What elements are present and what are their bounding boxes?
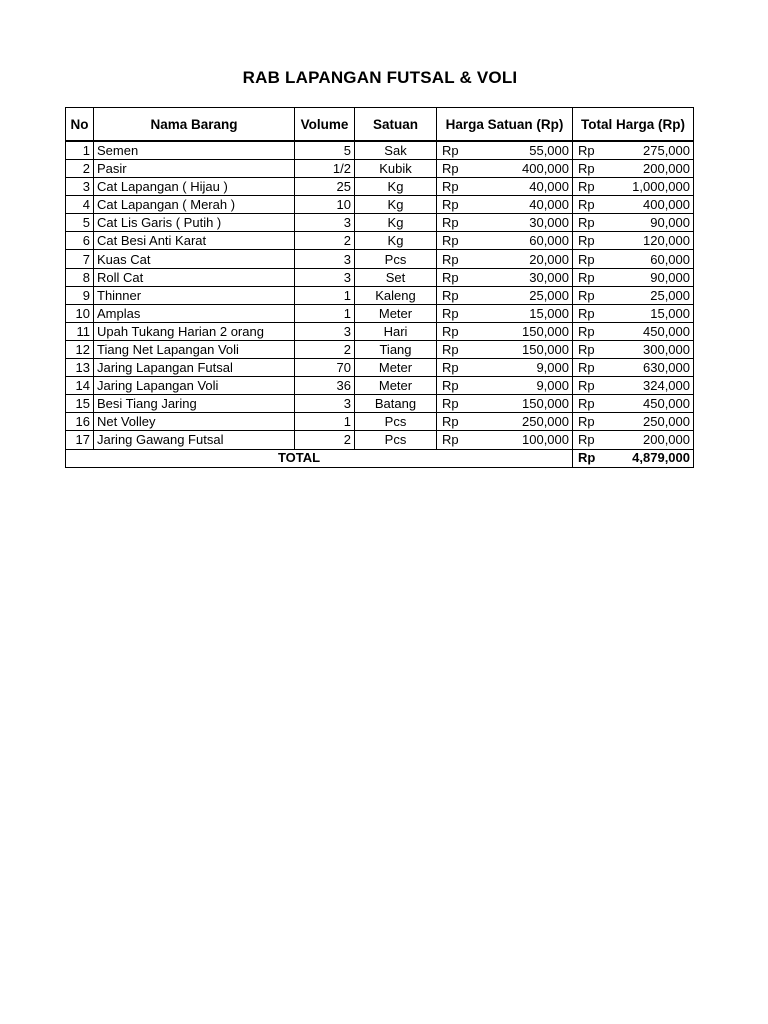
cell-nama-barang: Jaring Lapangan Voli bbox=[94, 377, 295, 395]
cell-total-harga bbox=[573, 250, 694, 268]
currency-label: Rp bbox=[578, 197, 595, 213]
cell-satuan: Hari bbox=[355, 322, 437, 340]
cell-harga-satuan bbox=[437, 304, 573, 322]
cell-satuan: Kg bbox=[355, 178, 437, 196]
table-row bbox=[66, 268, 694, 286]
cell-total-harga bbox=[573, 304, 694, 322]
cell-harga-satuan bbox=[437, 196, 573, 214]
cell-satuan: Set bbox=[355, 268, 437, 286]
cell-total-harga bbox=[573, 322, 694, 340]
cell-no: 11 bbox=[66, 322, 94, 340]
budget-table bbox=[65, 107, 694, 468]
table-row bbox=[66, 304, 694, 322]
table-row bbox=[66, 377, 694, 395]
cell-harga-satuan-value: 100,000 bbox=[522, 432, 569, 448]
table-body bbox=[66, 141, 694, 449]
cell-harga-satuan bbox=[437, 359, 573, 377]
currency-label: Rp bbox=[578, 251, 595, 267]
cell-no: 3 bbox=[66, 178, 94, 196]
cell-no: 1 bbox=[66, 141, 94, 160]
total-label: TOTAL bbox=[66, 449, 573, 467]
currency-label: Rp bbox=[442, 143, 459, 158]
cell-satuan: Kg bbox=[355, 214, 437, 232]
currency-label: Rp bbox=[578, 341, 595, 357]
cell-total-harga bbox=[573, 340, 694, 358]
cell-no: 17 bbox=[66, 431, 94, 449]
cell-volume: 3 bbox=[295, 268, 355, 286]
cell-nama-barang: Cat Lapangan ( Hijau ) bbox=[94, 178, 295, 196]
cell-volume: 25 bbox=[295, 178, 355, 196]
cell-total-harga-value: 15,000 bbox=[650, 305, 690, 321]
currency-label: Rp bbox=[578, 179, 595, 195]
cell-satuan: Pcs bbox=[355, 431, 437, 449]
cell-total-harga-value: 300,000 bbox=[643, 341, 690, 357]
cell-harga-satuan-value: 15,000 bbox=[529, 305, 569, 321]
currency-label: Rp bbox=[442, 161, 459, 177]
cell-total-harga-value: 120,000 bbox=[643, 233, 690, 249]
cell-no: 7 bbox=[66, 250, 94, 268]
cell-volume: 5 bbox=[295, 141, 355, 160]
cell-volume: 1 bbox=[295, 304, 355, 322]
cell-total-harga-value: 250,000 bbox=[643, 414, 690, 430]
cell-nama-barang: Roll Cat bbox=[94, 268, 295, 286]
cell-nama-barang: Cat Lis Garis ( Putih ) bbox=[94, 214, 295, 232]
currency-label: Rp bbox=[442, 341, 459, 357]
cell-total-harga bbox=[573, 286, 694, 304]
cell-total-harga bbox=[573, 395, 694, 413]
cell-total-harga bbox=[573, 178, 694, 196]
cell-harga-satuan-value: 20,000 bbox=[529, 251, 569, 267]
currency-label: Rp bbox=[578, 414, 595, 430]
cell-harga-satuan-value: 150,000 bbox=[522, 396, 569, 412]
cell-total-harga bbox=[573, 214, 694, 232]
header-no: No bbox=[66, 108, 94, 142]
cell-nama-barang: Jaring Gawang Futsal bbox=[94, 431, 295, 449]
cell-total-harga-value: 324,000 bbox=[643, 378, 690, 394]
cell-no: 4 bbox=[66, 196, 94, 214]
header-volume: Volume bbox=[295, 108, 355, 142]
currency-label: Rp bbox=[442, 378, 459, 394]
currency-label: Rp bbox=[442, 269, 459, 285]
cell-no: 14 bbox=[66, 377, 94, 395]
currency-label: Rp bbox=[578, 432, 595, 448]
cell-volume: 2 bbox=[295, 232, 355, 250]
cell-no: 16 bbox=[66, 413, 94, 431]
cell-satuan: Pcs bbox=[355, 413, 437, 431]
cell-nama-barang: Thinner bbox=[94, 286, 295, 304]
currency-label: Rp bbox=[442, 396, 459, 412]
cell-volume: 10 bbox=[295, 196, 355, 214]
cell-satuan: Kubik bbox=[355, 160, 437, 178]
cell-total-harga bbox=[573, 232, 694, 250]
cell-volume: 3 bbox=[295, 322, 355, 340]
cell-no: 9 bbox=[66, 286, 94, 304]
cell-harga-satuan-value: 250,000 bbox=[522, 414, 569, 430]
total-currency: Rp bbox=[578, 450, 596, 465]
header-satuan: Satuan bbox=[355, 108, 437, 142]
cell-volume: 36 bbox=[295, 377, 355, 395]
cell-total-harga-value: 90,000 bbox=[650, 269, 690, 285]
table-row bbox=[66, 431, 694, 449]
document-title: RAB LAPANGAN FUTSAL & VOLI bbox=[242, 68, 518, 87]
cell-total-harga bbox=[573, 359, 694, 377]
currency-label: Rp bbox=[442, 414, 459, 430]
table-row bbox=[66, 214, 694, 232]
currency-label: Rp bbox=[442, 215, 459, 231]
cell-no: 2 bbox=[66, 160, 94, 178]
currency-label: Rp bbox=[442, 305, 459, 321]
cell-harga-satuan-value: 30,000 bbox=[529, 269, 569, 285]
currency-label: Rp bbox=[442, 251, 459, 267]
cell-volume: 3 bbox=[295, 250, 355, 268]
header-total-harga: Total Harga (Rp) bbox=[573, 108, 694, 142]
cell-volume: 1 bbox=[295, 413, 355, 431]
currency-label: Rp bbox=[442, 179, 459, 195]
currency-label: Rp bbox=[578, 161, 595, 177]
cell-total-harga-value: 60,000 bbox=[650, 251, 690, 267]
cell-total-harga bbox=[573, 196, 694, 214]
cell-volume: 2 bbox=[295, 431, 355, 449]
currency-label: Rp bbox=[442, 233, 459, 249]
cell-harga-satuan bbox=[437, 340, 573, 358]
cell-nama-barang: Net Volley bbox=[94, 413, 295, 431]
cell-satuan: Kg bbox=[355, 232, 437, 250]
cell-satuan: Kaleng bbox=[355, 286, 437, 304]
cell-volume: 3 bbox=[295, 214, 355, 232]
cell-no: 15 bbox=[66, 395, 94, 413]
cell-harga-satuan bbox=[437, 377, 573, 395]
cell-harga-satuan bbox=[437, 413, 573, 431]
cell-harga-satuan bbox=[437, 178, 573, 196]
currency-label: Rp bbox=[578, 215, 595, 231]
table-row bbox=[66, 340, 694, 358]
table-row bbox=[66, 413, 694, 431]
currency-label: Rp bbox=[442, 323, 459, 339]
currency-label: Rp bbox=[442, 432, 459, 448]
cell-satuan: Pcs bbox=[355, 250, 437, 268]
cell-total-harga-value: 90,000 bbox=[650, 215, 690, 231]
cell-volume: 3 bbox=[295, 395, 355, 413]
currency-label: Rp bbox=[578, 305, 595, 321]
cell-nama-barang: Jaring Lapangan Futsal bbox=[94, 359, 295, 377]
cell-satuan: Meter bbox=[355, 304, 437, 322]
cell-total-harga bbox=[573, 431, 694, 449]
cell-total-harga-value: 450,000 bbox=[643, 396, 690, 412]
currency-label: Rp bbox=[442, 197, 459, 213]
cell-satuan: Meter bbox=[355, 377, 437, 395]
cell-harga-satuan bbox=[437, 286, 573, 304]
cell-total-harga-value: 400,000 bbox=[643, 197, 690, 213]
cell-nama-barang: Cat Lapangan ( Merah ) bbox=[94, 196, 295, 214]
cell-no: 13 bbox=[66, 359, 94, 377]
table-row bbox=[66, 250, 694, 268]
table-row bbox=[66, 232, 694, 250]
currency-label: Rp bbox=[578, 287, 595, 303]
cell-total-harga-value: 200,000 bbox=[643, 161, 690, 177]
cell-harga-satuan-value: 9,000 bbox=[536, 378, 569, 394]
cell-no: 5 bbox=[66, 214, 94, 232]
cell-harga-satuan-value: 40,000 bbox=[529, 197, 569, 213]
cell-no: 6 bbox=[66, 232, 94, 250]
cell-total-harga bbox=[573, 268, 694, 286]
cell-satuan: Batang bbox=[355, 395, 437, 413]
table-row bbox=[66, 359, 694, 377]
currency-label: Rp bbox=[578, 360, 595, 376]
cell-no: 8 bbox=[66, 268, 94, 286]
table-row bbox=[66, 395, 694, 413]
table-row bbox=[66, 178, 694, 196]
cell-harga-satuan-value: 40,000 bbox=[529, 179, 569, 195]
cell-harga-satuan bbox=[437, 141, 573, 160]
cell-harga-satuan bbox=[437, 322, 573, 340]
cell-harga-satuan bbox=[437, 250, 573, 268]
cell-harga-satuan-value: 400,000 bbox=[522, 161, 569, 177]
cell-harga-satuan-value: 55,000 bbox=[529, 143, 569, 158]
cell-harga-satuan-value: 60,000 bbox=[529, 233, 569, 249]
header-harga-satuan: Harga Satuan (Rp) bbox=[437, 108, 573, 142]
currency-label: Rp bbox=[442, 287, 459, 303]
cell-total-harga bbox=[573, 141, 694, 160]
cell-nama-barang: Besi Tiang Jaring bbox=[94, 395, 295, 413]
cell-nama-barang: Pasir bbox=[94, 160, 295, 178]
cell-harga-satuan-value: 30,000 bbox=[529, 215, 569, 231]
cell-harga-satuan-value: 150,000 bbox=[522, 341, 569, 357]
currency-label: Rp bbox=[578, 269, 595, 285]
cell-volume: 2 bbox=[295, 340, 355, 358]
cell-harga-satuan bbox=[437, 395, 573, 413]
cell-total-harga-value: 1,000,000 bbox=[632, 179, 690, 195]
cell-harga-satuan-value: 9,000 bbox=[536, 360, 569, 376]
table-row bbox=[66, 196, 694, 214]
cell-total-harga-value: 25,000 bbox=[650, 287, 690, 303]
currency-label: Rp bbox=[442, 360, 459, 376]
currency-label: Rp bbox=[578, 323, 595, 339]
cell-total-harga bbox=[573, 377, 694, 395]
cell-harga-satuan bbox=[437, 160, 573, 178]
table-row bbox=[66, 322, 694, 340]
cell-total-harga-value: 630,000 bbox=[643, 360, 690, 376]
cell-no: 12 bbox=[66, 340, 94, 358]
cell-harga-satuan bbox=[437, 268, 573, 286]
cell-harga-satuan bbox=[437, 431, 573, 449]
currency-label: Rp bbox=[578, 233, 595, 249]
cell-harga-satuan bbox=[437, 214, 573, 232]
cell-harga-satuan bbox=[437, 232, 573, 250]
currency-label: Rp bbox=[578, 396, 595, 412]
cell-harga-satuan-value: 25,000 bbox=[529, 287, 569, 303]
cell-nama-barang: Tiang Net Lapangan Voli bbox=[94, 340, 295, 358]
cell-satuan: Tiang bbox=[355, 340, 437, 358]
table-row bbox=[66, 286, 694, 304]
cell-volume: 1/2 bbox=[295, 160, 355, 178]
cell-volume: 1 bbox=[295, 286, 355, 304]
cell-nama-barang: Amplas bbox=[94, 304, 295, 322]
table-footer bbox=[66, 449, 694, 467]
cell-volume: 70 bbox=[295, 359, 355, 377]
cell-nama-barang: Kuas Cat bbox=[94, 250, 295, 268]
cell-total-harga bbox=[573, 413, 694, 431]
cell-total-harga-value: 450,000 bbox=[643, 323, 690, 339]
cell-no: 10 bbox=[66, 304, 94, 322]
header-nama-barang: Nama Barang bbox=[94, 108, 295, 142]
cell-total-harga-value: 200,000 bbox=[643, 432, 690, 448]
cell-satuan: Kg bbox=[355, 196, 437, 214]
total-row bbox=[66, 449, 694, 467]
cell-satuan: Sak bbox=[355, 141, 437, 160]
cell-harga-satuan-value: 150,000 bbox=[522, 323, 569, 339]
cell-nama-barang: Upah Tukang Harian 2 orang bbox=[94, 322, 295, 340]
table-row bbox=[66, 141, 694, 160]
cell-total-harga-value: 275,000 bbox=[643, 143, 690, 158]
currency-label: Rp bbox=[578, 378, 595, 394]
currency-label: Rp bbox=[578, 143, 595, 158]
cell-satuan: Meter bbox=[355, 359, 437, 377]
total-value-cell bbox=[573, 449, 694, 467]
cell-nama-barang: Cat Besi Anti Karat bbox=[94, 232, 295, 250]
total-value: 4,879,000 bbox=[632, 450, 690, 465]
table-header bbox=[66, 108, 694, 142]
table-row bbox=[66, 160, 694, 178]
cell-total-harga bbox=[573, 160, 694, 178]
cell-nama-barang: Semen bbox=[94, 141, 295, 160]
